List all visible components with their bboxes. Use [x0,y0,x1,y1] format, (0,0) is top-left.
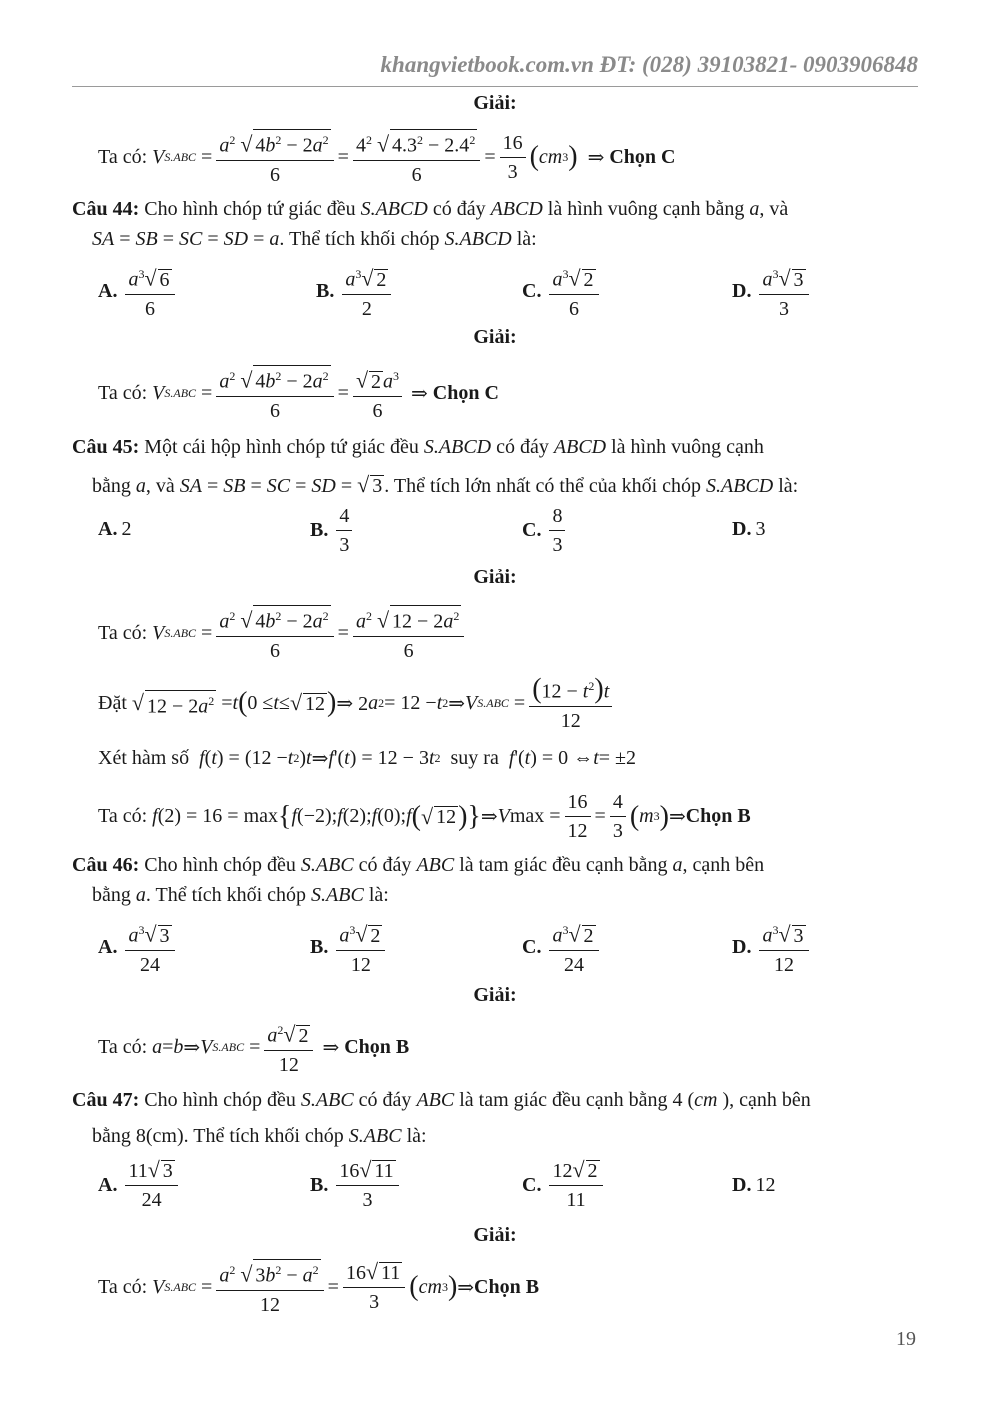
option-d: D. 3 [732,518,766,540]
ta-co-label: Ta có: [98,145,148,168]
option-c: C. $\frac{a^3√ 2}{24}$ [522,918,603,977]
solution-line-45c: Xét hàm số f ( t ) = (12 − t 2 ) t ⇒ f '( t ) = 12 − 3 t 2 suy ra f '( t ) = 0 ⇔ t = ±2 [98,747,637,770]
solution-heading: Giải: [473,566,517,588]
option-b: B. $\frac{a^3√ 2}{12}$ [310,918,389,977]
option-b: B. $\frac{4}{3}$ [310,504,356,557]
solution-line-47: Ta có: V S.ABC = $\frac{a^2 √ 3b^2 - a^2}{12}$ = $\frac{16√ 11}{3}$ ( cm 3 ) ⇒ Chọn B [98,1259,540,1316]
solution-line-46: Ta có: a = b ⇒ V S.ABC = $\frac{a^2√ 2}{12}$ ⇒ Chọn B [98,1018,409,1077]
option-b: B. $\frac{a^3√ 2}{2}$ [316,262,395,321]
solution-line-45b: Đặt √ $12 - 2a^2$ = t ( 0 ≤ t ≤ √ 12 ) ⇒ 2 a 2 = 12 − t 2 ⇒ V S.ABC = $\frac{(12 - t^2)t}{12}$ [98,674,616,733]
option-a: A. 2 [98,518,132,540]
page-header [72,52,918,87]
header-site: khangvietbook.com.vn ĐT: (028) 39103821- 0903906848 [380,52,918,77]
fraction: $\frac{a^2 √ 4b^2 - 2a^2}{6}$ [216,128,333,187]
option-d: D. $\frac{a^3√ 3}{3}$ [732,262,813,321]
solution-heading: Giải: [473,1224,517,1246]
answer-label: Chọn C [609,145,676,168]
solution-line-43: Ta có: V S.ABC = $\frac{a^2 √ 4b^2 - 2a^2}{6}$ = $\frac{4^2 √ 4.3^2 - 2.4^2}{6}$ = $\frac{16}{3}$ ( cm 3 ) ⇒ Chọn C [98,128,675,187]
solution-heading: Giải: [473,326,517,348]
solution-line-45a: Ta có: V S.ABC = $\frac{a^2 √ 4b^2 - 2a^2}{6}$ = $\frac{a^2 √ 12 - 2a^2}{6}$ [98,604,468,663]
question-47: Câu 47: Cho hình chóp đều S.ABC có đáy ABC là tam giác đều cạnh bằng 4 (cm ), cạnh bên bằng 8(cm). Thể tích khối chóp S.ABC là: [72,1089,811,1147]
question-title: Câu 44: [72,198,140,220]
option-b: B. $\frac{16√ 11}{3}$ [310,1158,403,1212]
question-44: Câu 44: Cho hình chóp tứ giác đều S.ABCD có đáy ABCD là hình vuông cạnh bằng a, và SA = SB = SC = SD = a. Thể tích khối chóp S.ABCD là: [72,198,789,250]
question-46: Câu 46: Cho hình chóp đều S.ABC có đáy ABC là tam giác đều cạnh bằng a, cạnh bên bằng a. Thể tích khối chóp S.ABC là: [72,854,765,906]
solution-heading: Giải: [473,92,517,114]
option-a: A. $\frac{a^3√ 6}{6}$ [98,262,179,321]
solution-line-44: Ta có: V S.ABC = $\frac{a^2 √ 4b^2 - 2a^2}{6}$ = $\frac{√ 2 a^3}{6}$ ⇒ Chọn C [98,364,499,423]
option-c: C. $\frac{a^3√ 2}{6}$ [522,262,603,321]
solution-line-45d: Ta có: f (2) = 16 = max { f (−2); f (2); f (0); f ( √ 12 ) } ⇒ V max = $\frac{16}{12}$ = $\frac{4}{3}$ ( m 3 ) ⇒ Chọn B [98,791,751,842]
option-c: C. $\frac{8}{3}$ [522,504,569,557]
answer-label: Chọn B [685,805,751,827]
answer-label: Chọn B [344,1035,410,1058]
option-c: C. $\frac{12√ 2}{11}$ [522,1158,607,1212]
solution-heading: Giải: [473,984,517,1006]
option-d: D. 12 [732,1174,776,1196]
option-a: A. $\frac{a^3√ 3}{24}$ [98,918,179,977]
option-a: A. $\frac{11√ 3}{24}$ [98,1158,182,1212]
answer-label: Chọn C [432,381,499,404]
question-45: Câu 45: Một cái hộp hình chóp tứ giác đều S.ABCD có đáy ABCD là hình vuông cạnh bằng a, và SA = SB = SC = SD = √ 3 . Thể tích lớn nhất có thể của khối chóp S.ABCD là: [72,436,799,497]
answer-label: Chọn B [474,1275,540,1298]
option-d: D. $\frac{a^3√ 3}{12}$ [732,918,813,977]
page-number: 19 [896,1328,916,1350]
